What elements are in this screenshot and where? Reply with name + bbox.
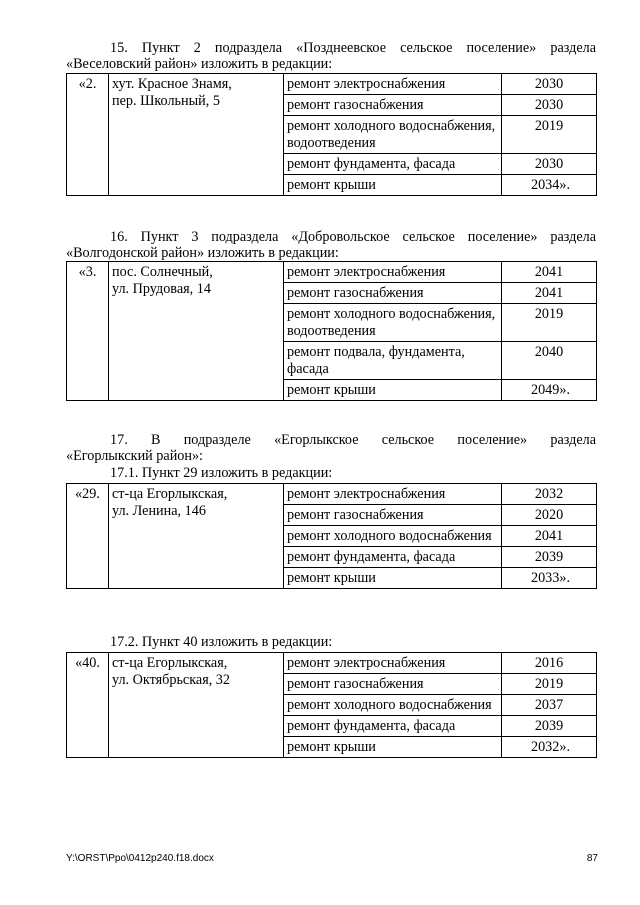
paragraph-line: 17. В подразделе «Егорлыкское сельское поселение» раздела: [110, 432, 596, 448]
work-type: ремонт газоснабжения: [284, 283, 502, 304]
year: 2041: [502, 283, 597, 304]
year: 2049».: [502, 380, 597, 401]
paragraph-15: [66, 40, 596, 72]
table-row: [67, 74, 597, 95]
year: 2041: [502, 262, 597, 283]
work-type: ремонт крыши: [284, 737, 502, 758]
address-cell: пос. Солнечный, ул. Прудовая, 14: [109, 262, 284, 401]
year: 2040: [502, 342, 597, 380]
address-cell: хут. Красное Знамя, пер. Школьный, 5: [109, 74, 284, 196]
subheading-17-1: 17.1. Пункт 29 изложить в редакции:: [110, 465, 333, 481]
address-cell: ст-ца Егорлыкская, ул. Ленина, 146: [109, 484, 284, 589]
year: 2032».: [502, 737, 597, 758]
item-number: «3.: [67, 262, 109, 401]
item-number: «29.: [67, 484, 109, 589]
work-type: ремонт электроснабжения: [284, 484, 502, 505]
table-item-2: [66, 73, 597, 196]
address-cell: ст-ца Егорлыкская, ул. Октябрьская, 32: [109, 653, 284, 758]
year: 2019: [502, 116, 597, 154]
year: 2033».: [502, 568, 597, 589]
paragraph-17: [66, 432, 596, 464]
year: 2039: [502, 547, 597, 568]
year: 2019: [502, 304, 597, 342]
paragraph-16: [66, 229, 596, 261]
paragraph-line: 16. Пункт 3 подраздела «Добровольское сельское поселение» раздела: [110, 229, 596, 245]
year: 2019: [502, 674, 597, 695]
item-number: «2.: [67, 74, 109, 196]
work-type: ремонт электроснабжения: [284, 74, 502, 95]
table-row: [67, 653, 597, 674]
year: 2030: [502, 74, 597, 95]
paragraph-line: «Егорлыкский район»:: [66, 448, 204, 464]
table-row: [67, 262, 597, 283]
work-type: ремонт газоснабжения: [284, 505, 502, 526]
year: 2016: [502, 653, 597, 674]
year: 2020: [502, 505, 597, 526]
table-item-3: [66, 261, 597, 401]
paragraph-line: 15. Пункт 2 подраздела «Позднеевское сельское поселение» раздела: [110, 40, 596, 56]
footer-file-path: Y:\ORST\Ppo\0412p240.f18.docx: [66, 853, 214, 864]
year: 2034».: [502, 175, 597, 196]
year: 2030: [502, 154, 597, 175]
work-type: ремонт крыши: [284, 568, 502, 589]
work-type: ремонт электроснабжения: [284, 653, 502, 674]
paragraph-line: «Волгодонской район» изложить в редакции:: [66, 245, 339, 261]
work-type: ремонт фундамента, фасада: [284, 154, 502, 175]
year: 2039: [502, 716, 597, 737]
work-type: ремонт крыши: [284, 175, 502, 196]
work-type: ремонт холодного водоснабжения: [284, 526, 502, 547]
paragraph-line: «Веселовский район» изложить в редакции:: [66, 56, 333, 72]
item-number: «40.: [67, 653, 109, 758]
page-number: 87: [586, 853, 598, 864]
work-type: ремонт фундамента, фасада: [284, 716, 502, 737]
year: 2037: [502, 695, 597, 716]
year: 2032: [502, 484, 597, 505]
work-type: ремонт газоснабжения: [284, 95, 502, 116]
work-type: ремонт холодного водоснабжения, водоотведения: [284, 304, 502, 342]
work-type: ремонт фундамента, фасада: [284, 547, 502, 568]
subheading-17-2: 17.2. Пункт 40 изложить в редакции:: [110, 634, 333, 650]
year: 2030: [502, 95, 597, 116]
work-type: ремонт подвала, фундамента, фасада: [284, 342, 502, 380]
work-type: ремонт холодного водоснабжения: [284, 695, 502, 716]
work-type: ремонт холодного водоснабжения, водоотведения: [284, 116, 502, 154]
table-row: [67, 484, 597, 505]
work-type: ремонт электроснабжения: [284, 262, 502, 283]
table-item-40: [66, 652, 597, 758]
work-type: ремонт крыши: [284, 380, 502, 401]
table-item-29: [66, 483, 597, 589]
work-type: ремонт газоснабжения: [284, 674, 502, 695]
year: 2041: [502, 526, 597, 547]
